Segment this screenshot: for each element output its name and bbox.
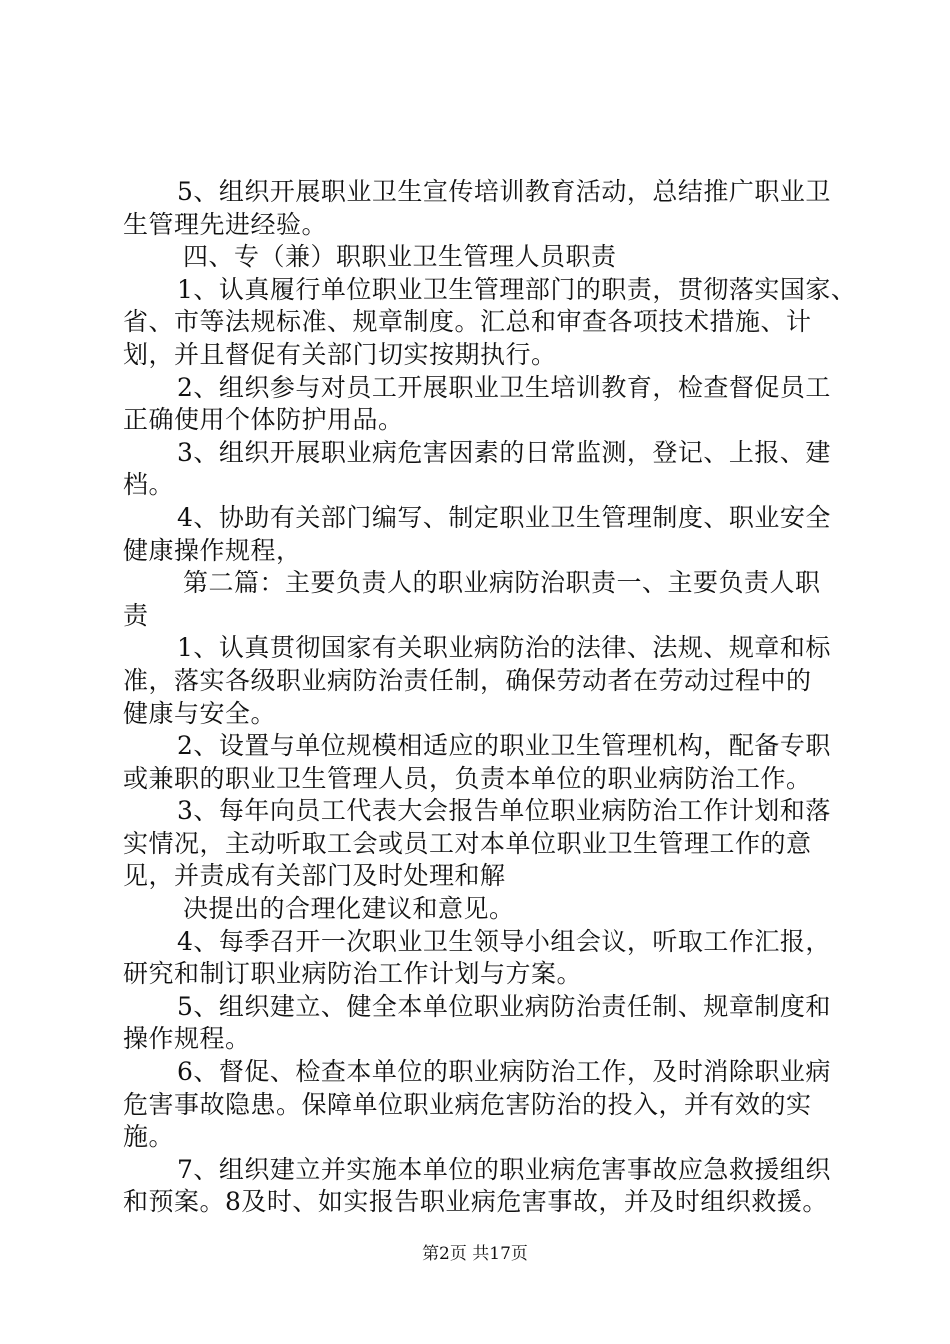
paragraph-line: 5、组织建立、健全本单位职业病防治责任制、规章制度和 (177, 991, 831, 1021)
paragraph-line: 4、每季召开一次职业卫生领导小组会议，听取工作汇报， (177, 926, 831, 956)
paragraph-line: 2、组织参与对员工开展职业卫生培训教育，检查督促员工 (177, 372, 831, 402)
chapter-heading-continued: 责 (123, 600, 149, 630)
paragraph-line: 7、组织建立并实施本单位的职业病危害事故应急救援组织 (177, 1154, 831, 1184)
paragraph-line: 1、认真贯彻国家有关职业病防治的法律、法规、规章和标 (177, 633, 831, 663)
paragraph-line: 实情况，主动听取工会或员工对本单位职业卫生管理工作的意 (123, 828, 812, 858)
paragraph-line: 健康操作规程， (123, 535, 302, 565)
paragraph-line: 3、组织开展职业病危害因素的日常监测，登记、上报、建 (177, 437, 831, 467)
page-footer (0, 1244, 950, 1264)
section-heading: 四、专（兼）职职业卫生管理人员职责 (183, 242, 617, 272)
paragraph-line: 5、组织开展职业卫生宣传培训教育活动，总结推广职业卫 (177, 177, 831, 206)
paragraph-line: 见，并责成有关部门及时处理和解 (123, 861, 506, 891)
paragraph-line: 划，并且督促有关部门切实按期执行。 (123, 339, 557, 369)
paragraph-line: 生管理先进经验。 (123, 209, 328, 239)
paragraph-line: 或兼职的职业卫生管理人员，负责本单位的职业病防治工作。 (123, 763, 812, 793)
paragraph-line: 决提出的合理化建议和意见。 (183, 894, 515, 924)
paragraph-line: 准，落实各级职业病防治责任制，确保劳动者在劳动过程中的 (123, 665, 812, 695)
paragraph-line: 施。 (123, 1122, 175, 1152)
paragraph-line: 省、市等法规标准、规章制度。汇总和审查各项技术措施、计 (123, 307, 812, 337)
paragraph-line: 1、认真履行单位职业卫生管理部门的职责，贯彻落实国家、 (177, 274, 857, 304)
paragraph-line: 正确使用个体防护用品。 (123, 405, 404, 435)
paragraph-line: 和预案。8及时、如实报告职业病危害事故，并及时组织救援。 (123, 1187, 828, 1217)
paragraph-line: 健康与安全。 (123, 698, 277, 728)
paragraph-line: 2、设置与单位规模相适应的职业卫生管理机构，配备专职 (177, 731, 831, 761)
document-body (123, 176, 857, 1219)
paragraph-line: 操作规程。 (123, 1024, 251, 1054)
page-number: 第2页 共17页 (422, 1244, 528, 1264)
paragraph-line: 3、每年向员工代表大会报告单位职业病防治工作计划和落 (177, 796, 831, 826)
chapter-heading: 第二篇：主要负责人的职业病防治职责一、主要负责人职 (183, 568, 821, 598)
paragraph-line: 危害事故隐患。保障单位职业病危害防治的投入，并有效的实 (123, 1089, 812, 1119)
paragraph-line: 档。 (123, 470, 175, 500)
paragraph-line: 6、督促、检查本单位的职业病防治工作，及时消除职业病 (177, 1057, 831, 1087)
paragraph-line: 研究和制订职业病防治工作计划与方案。 (123, 959, 583, 989)
paragraph-line: 4、协助有关部门编写、制定职业卫生管理制度、职业安全 (177, 502, 831, 532)
